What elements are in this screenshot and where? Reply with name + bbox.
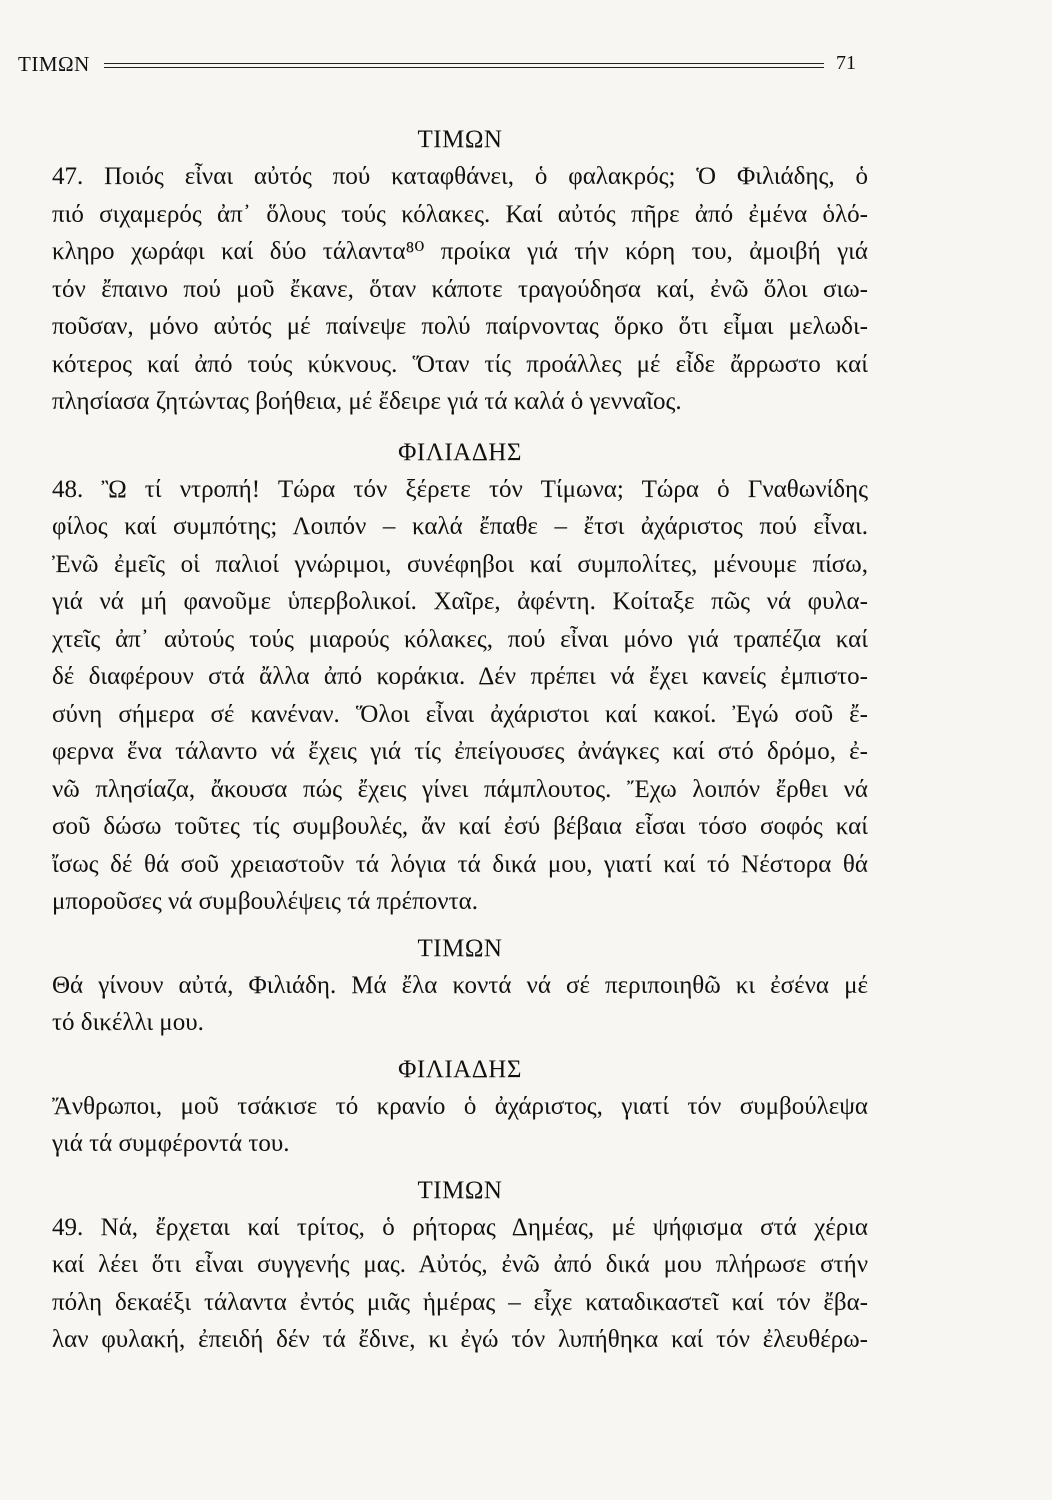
- speech-paragraph: [52, 471, 868, 921]
- text-line: καί λέει ὅτι εἶναι συγγενής μας. Αὐτός, ἐνῶ ἀπό δικά μου πλήρωσε στήν: [52, 1251, 868, 1278]
- text-line: ἴσως δέ θά σοῦ χρειαστοῦν τά λόγια τά δικά μου, γιατί καί τό Νέστορα θά: [52, 850, 868, 878]
- page-number: 71: [836, 52, 856, 74]
- dialogue-body: [52, 122, 868, 1359]
- dialogue-section: [52, 435, 868, 921]
- running-header: [18, 52, 856, 76]
- dialogue-section: [52, 1052, 868, 1163]
- text-line: Ἄνθρωποι, μοῦ τσάκισε τό κρανίο ὁ ἀχάριστος, γιατί τόν συμβούλεψα: [52, 1092, 868, 1120]
- text-line: σύνη σήμερα σέ κανέναν. Ὅλοι εἶναι ἀχάριστοι καί κακοί. Ἐγώ σοῦ ἔ-: [52, 700, 868, 728]
- text-line: πόλη δεκαέξι τάλαντα ἐντός μιᾶς ἡμέρας – εἶχε καταδικαστεῖ καί τόν ἔβα-: [52, 1288, 868, 1316]
- text-line: χτεῖς ἀπ᾿ αὐτούς τούς μιαρούς κόλακες, πού εἶναι μόνο γιά τραπέζια καί: [52, 625, 868, 653]
- text-line: 48. Ὢ τί ντροπή! Τώρα τόν ξέρετε τόν Τίμωνα; Τώρα ὁ Γναθωνίδης: [52, 475, 868, 503]
- header-rule: [104, 67, 824, 68]
- text-line: τό δικέλλι μου.: [52, 1009, 204, 1036]
- speaker-heading: ΦΙΛΙΑΔΗΣ: [398, 438, 522, 466]
- text-line: πλησίασα ζητώντας βοήθεια, μέ ἔδειρε γιά τά καλά ὁ γενναῖος.: [52, 388, 682, 415]
- running-title: ΤΙΜΩΝ: [18, 52, 90, 76]
- dialogue-section: [52, 931, 868, 1042]
- text-line: κληρο χωράφι καί δύο τάλαντα⁸⁰ προίκα γιά τήν κόρη του, ἀμοιβή γιά: [52, 238, 868, 265]
- text-line: φίλος καί συμπότης; Λοιπόν – καλά ἔπαθε – ἔτσι ἀχάριστος πού εἶναι.: [52, 513, 868, 540]
- speaker-heading: ΤΙΜΩΝ: [417, 1176, 503, 1204]
- text-line: νῶ πλησίαζα, ἄκουσα πώς ἔχεις γίνει πάμπλουτος. Ἔχω λοιπόν ἔρθει νά: [52, 775, 868, 803]
- text-line: κότερος καί ἀπό τούς κύκνους. Ὅταν τίς προάλλες μέ εἶδε ἄρρωστο καί: [52, 350, 868, 378]
- speech-paragraph: [52, 158, 868, 421]
- text-line: λαν φυλακή, ἐπειδή δέν τά ἔδινε, κι ἐγώ τόν λυπήθηκα καί τόν ἐλευθέρω-: [52, 1326, 868, 1353]
- speech-paragraph: [52, 1209, 868, 1359]
- text-line: ποῦσαν, μόνο αὐτός μέ παίνεψε πολύ παίρνοντας ὅρκο ὅτι εἶμαι μελωδι-: [52, 313, 868, 340]
- dialogue-section: [52, 1173, 868, 1359]
- speaker-heading: ΤΙΜΩΝ: [417, 126, 503, 153]
- text-line: τόν ἔπαινο πού μοῦ ἔκανε, ὅταν κάποτε τραγούδησα καί, ἐνῶ ὅλοι σιω-: [52, 275, 868, 303]
- dialogue-section: [52, 122, 868, 421]
- text-line: 49. Νά, ἔρχεται καί τρίτος, ὁ ρήτορας Δημέας, μέ ψήφισμα στά χέρια: [52, 1213, 868, 1241]
- text-line: Ἐνῶ ἐμεῖς οἱ παλιοί γνώριμοι, συνέφηβοι καί συμπολίτες, μένουμε πίσω,: [52, 550, 868, 578]
- speaker-heading: ΦΙΛΙΑΔΗΣ: [398, 1055, 522, 1083]
- text-line: γιά νά μή φανοῦμε ὑπερβολικοί. Χαῖρε, ἀφέντη. Κοίταξε πῶς νά φυλα-: [52, 588, 868, 615]
- text-line: 47. Ποιός εἶναι αὐτός πού καταφθάνει, ὁ φαλακρός; Ὁ Φιλιάδης, ὁ: [52, 163, 868, 190]
- text-line: πιό σιχαμερός ἀπ᾿ ὅλους τούς κόλακες. Καί αὐτός πῆρε ἀπό ἐμένα ὁλό-: [52, 200, 868, 228]
- speech-paragraph: [52, 967, 868, 1042]
- text-line: γιά τά συμφέροντά του.: [52, 1130, 290, 1157]
- speech-paragraph: [52, 1088, 868, 1163]
- header-rule: [104, 63, 824, 64]
- text-line: σοῦ δώσω τοῦτες τίς συμβουλές, ἄν καί ἐσύ βέβαια εἶσαι τόσο σοφός καί: [52, 813, 868, 840]
- text-line: φερνα ἕνα τάλαντο νά ἔχεις γιά τίς ἐπείγουσες ἀνάγκες καί στό δρόμο, ἐ-: [52, 738, 868, 765]
- text-line: δέ διαφέρουν στά ἄλλα ἀπό κοράκια. Δέν πρέπει νά ἔχει κανείς ἐμπιστο-: [52, 663, 868, 690]
- text-line: μποροῦσες νά συμβουλέψεις τά πρέποντα.: [52, 888, 478, 915]
- text-line: Θά γίνουν αὐτά, Φιλιάδη. Μά ἔλα κοντά νά σέ περιποιηθῶ κι ἐσένα μέ: [52, 971, 868, 999]
- speaker-heading: ΤΙΜΩΝ: [417, 934, 503, 962]
